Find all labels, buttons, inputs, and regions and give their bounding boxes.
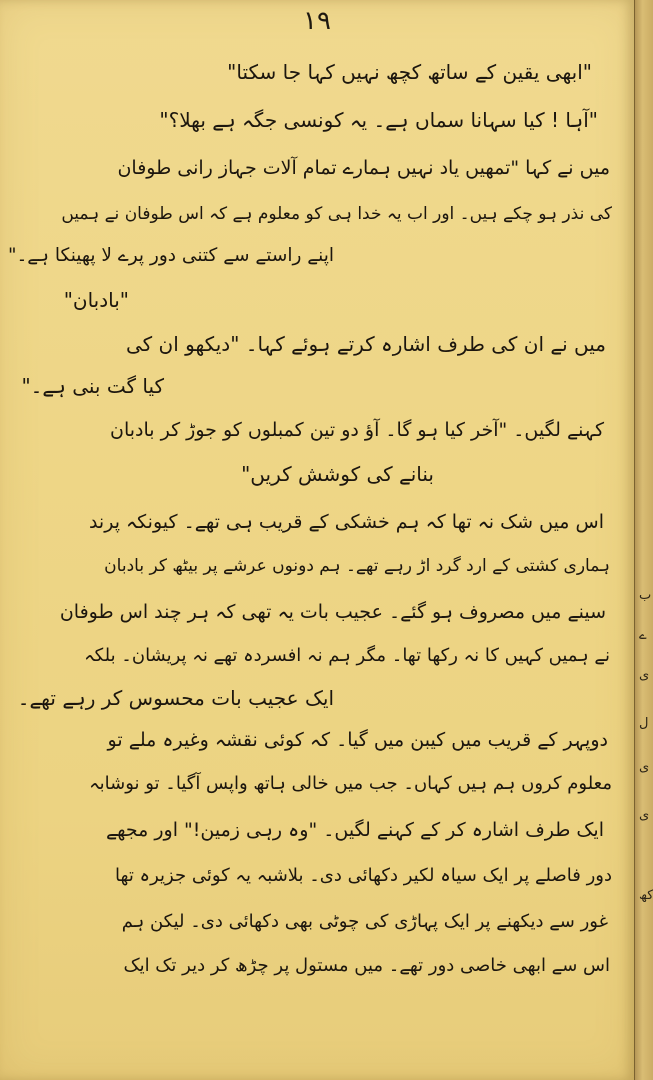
text-line-3: میں نے کہا "تمھیں یاد نہیں ہمارے تمام آلات جہاز رانی طوفان (117, 157, 610, 179)
text-line-18: ایک طرف اشارہ کر کے کہنے لگیں۔ "وہ رہی زمین!" اور مجھے (105, 819, 604, 841)
text-line-17: معلوم کروں ہم ہیں کہاں۔ جب میں خالی ہاتھ واپس آگیا۔ تو نوشابہ (89, 773, 612, 794)
text-line-1: "ابھی یقین کے ساتھ کچھ نہیں کہا جا سکتا" (227, 60, 592, 84)
page-number: ۱۹ (303, 6, 331, 36)
text-line-5: اپنے راستے سے کتنی دور پرے لا پھینکا ہے۔" (7, 245, 334, 266)
text-line-9: کہنے لگیں۔ "آخر کیا ہو گا۔ آؤ دو تین کمبلوں کو جوڑ کر بادبان (110, 419, 604, 441)
text-line-4: کی نذر ہو چکے ہیں۔ اور اب یہ خدا ہی کو معلوم ہے کہ اس طوفان نے ہمیں (61, 204, 612, 224)
text-line-11: اس میں شک نہ تھا کہ ہم خشکی کے قریب ہی تھے۔ کیونکہ پرند (88, 511, 604, 533)
text-line-19: دور فاصلے پر ایک سیاہ لکیر دکھائی دی۔ بلاشبہ یہ کوئی جزیرہ تھا (115, 865, 612, 886)
edge-glyph-4: ل (639, 716, 649, 731)
edge-glyph-5: ی (639, 760, 650, 775)
edge-glyph-3: ی (639, 668, 650, 683)
text-line-13: سینے میں مصروف ہو گئے۔ عجیب بات یہ تھی کہ ہر چند اس طوفان (59, 601, 606, 623)
text-line-8: کیا گت بنی ہے۔" (21, 374, 164, 398)
edge-glyph-1: ب (639, 588, 652, 603)
text-line-10: بنانے کی کوشش کریں" (241, 462, 434, 486)
adjacent-page-edge (634, 0, 653, 1080)
edge-glyph-2: ے (639, 628, 647, 643)
text-line-6: "بادبان" (63, 288, 129, 312)
edge-glyph-7: کھ (639, 888, 653, 903)
text-line-12: ہماری کشتی کے ارد گرد اڑ رہے تھے۔ ہم دونوں عرشے پر بیٹھ کر بادبان (104, 556, 610, 576)
text-line-16: دوپہر کے قریب میں کیبن میں گیا۔ کہ کوئی نقشہ وغیرہ ملے تو (107, 729, 608, 751)
text-line-21: اس سے ابھی خاصی دور تھے۔ میں مستول پر چڑھ کر دیر تک ایک (123, 955, 610, 976)
text-line-14: نے ہمیں کہیں کا نہ رکھا تھا۔ مگر ہم نہ افسردہ تھے نہ پریشان۔ بلکہ (84, 645, 610, 666)
text-line-2: "آہا ! کیا سہانا سماں ہے۔ یہ کونسی جگہ ہے بھلا؟" (159, 108, 598, 132)
edge-glyph-6: ی (639, 808, 650, 823)
text-line-15: ایک عجیب بات محسوس کر رہے تھے۔ (17, 686, 334, 710)
text-line-7: میں نے ان کی طرف اشارہ کرتے ہوئے کہا۔ "دیکھو ان کی (125, 332, 606, 356)
text-line-20: غور سے دیکھنے پر ایک پہاڑی کی چوٹی بھی دکھائی دی۔ لیکن ہم (121, 911, 608, 932)
